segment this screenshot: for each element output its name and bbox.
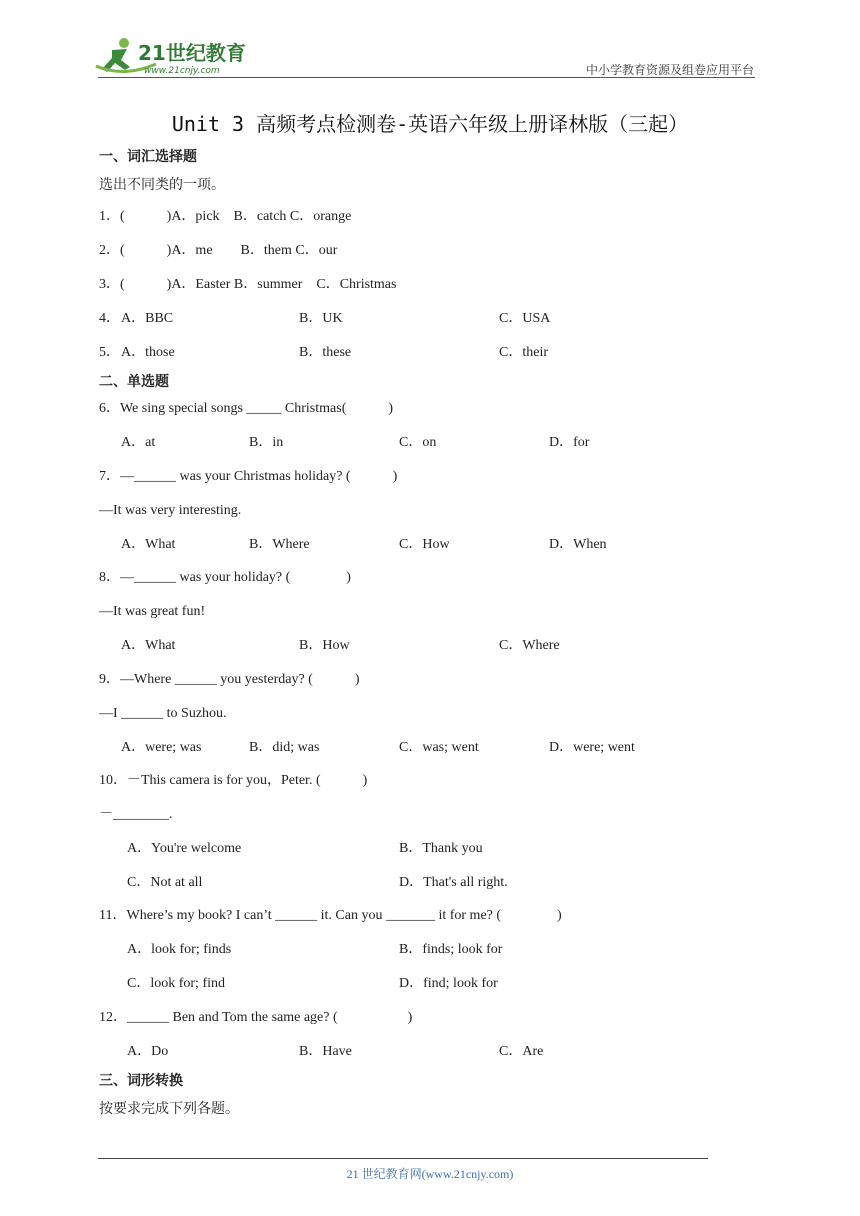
question-11-option-a: A．look for; finds — [127, 942, 232, 957]
footer-divider — [98, 1158, 708, 1159]
running-man-icon — [94, 36, 259, 78]
question-7-option-d: D．When — [549, 537, 607, 552]
question-9-option-a: A．were; was — [121, 740, 202, 755]
question-9-option-c: C．was; went — [399, 740, 479, 755]
question-11: 11．Where’s my book? I can’t ______ it. Can you _______ it for me? ( ) — [99, 908, 562, 923]
section-heading-word-forms: 三、词形转换 — [99, 1073, 183, 1089]
question-9-option-b: B．did; was — [249, 740, 320, 755]
section-heading-vocabulary: 一、词汇选择题 — [99, 149, 197, 165]
header-divider — [98, 77, 755, 78]
logo-wordmark: 21世纪教育 — [138, 41, 246, 65]
question-10-option-b: B．Thank you — [399, 841, 483, 856]
section-heading-single-choice: 二、单选题 — [99, 374, 169, 390]
question-9-option-d: D．were; went — [549, 740, 635, 755]
question-7-option-a: A．What — [121, 537, 176, 552]
document-title: Unit 3 高频考点检测卷-英语六年级上册译林版（三起） — [171, 112, 689, 136]
section-instruction: 选出不同类的一项。 — [99, 177, 225, 193]
question-7-reply: —It was very interesting. — [99, 503, 242, 518]
question-8: 8．—______ was your holiday? ( ) — [99, 570, 351, 585]
question-9: 9．—Where ______ you yesterday? ( ) — [99, 672, 360, 687]
question-6-option-a: A．at — [121, 435, 156, 450]
question-5-option-b: B．these — [299, 345, 352, 360]
question-4-option-a: A．BBC — [121, 311, 174, 326]
question-6-option-b: B．in — [249, 435, 284, 450]
question-9-reply: —I ______ to Suzhou. — [99, 706, 227, 721]
question-4-option-c: C．USA — [499, 311, 551, 326]
site-logo — [94, 36, 259, 78]
section-instruction: 按要求完成下列各题。 — [99, 1101, 239, 1117]
question-5-option-c: C．their — [499, 345, 548, 360]
question-4-option-b: B．UK — [299, 311, 343, 326]
question-8-option-b: B．How — [299, 638, 350, 653]
question-5-option-a: A．those — [121, 345, 175, 360]
question-6: 6．We sing special songs _____ Christmas( ) — [99, 401, 394, 416]
question-11-option-b: B．finds; look for — [399, 942, 503, 957]
question-4-number: 4． — [99, 311, 120, 326]
question-12: 12．______ Ben and Tom the same age? ( ) — [99, 1010, 413, 1025]
question-8-option-c: C．Where — [499, 638, 560, 653]
question-10-option-d: D．That's all right. — [399, 875, 508, 890]
question-1: 1．( )A．pick B．catch C．orange — [99, 209, 352, 224]
question-11-option-c: C．look for; find — [127, 976, 225, 991]
question-10-option-c: C．Not at all — [127, 875, 203, 890]
question-7: 7．—______ was your Christmas holiday? ( ) — [99, 469, 398, 484]
footer-source: 21 世纪教育网(www.21cnjy.com) — [346, 1167, 514, 1181]
question-10-option-a: A．You're welcome — [127, 841, 242, 856]
question-7-option-c: C．How — [399, 537, 450, 552]
question-7-option-b: B．Where — [249, 537, 310, 552]
question-12-option-a: A．Do — [127, 1044, 169, 1059]
question-6-option-d: D．for — [549, 435, 590, 450]
question-3: 3．( )A．Easter B．summer C．Christmas — [99, 277, 397, 292]
question-10: 10．－This camera is for you，Peter. ( ) — [99, 773, 368, 788]
question-8-reply: —It was great fun! — [99, 604, 206, 619]
question-5-number: 5． — [99, 345, 120, 360]
question-6-option-c: C．on — [399, 435, 437, 450]
logo-url: www.21cnjy.com — [144, 66, 220, 76]
question-11-option-d: D．find; look for — [399, 976, 498, 991]
question-10-reply: －________. — [99, 807, 173, 822]
question-12-option-b: B．Have — [299, 1044, 352, 1059]
question-8-option-a: A．What — [121, 638, 176, 653]
question-2: 2．( )A．me B．them C．our — [99, 243, 338, 258]
question-12-option-c: C．Are — [499, 1044, 544, 1059]
platform-tagline: 中小学教育资源及组卷应用平台 — [585, 63, 754, 77]
